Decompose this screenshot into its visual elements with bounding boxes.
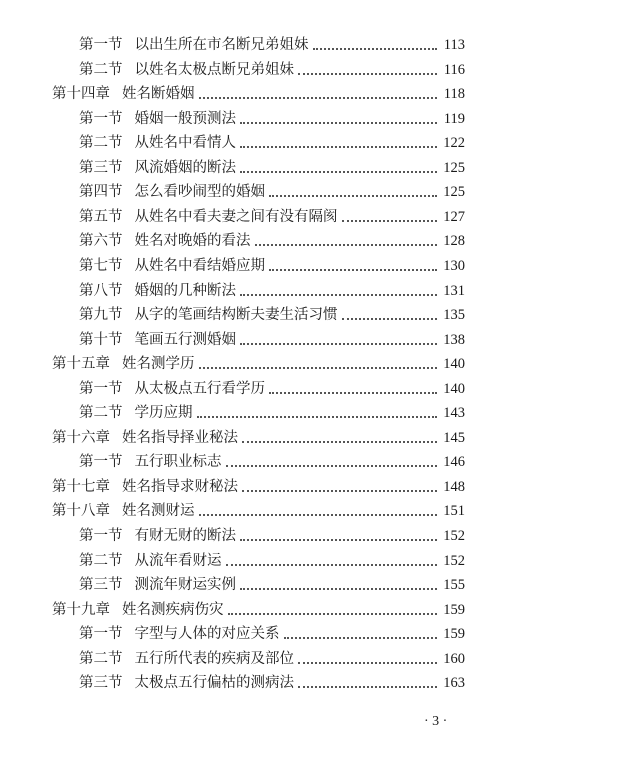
dot-leader: [240, 122, 437, 124]
toc-entry-number: 第二节: [79, 405, 123, 422]
toc-entry-number: 第一节: [79, 37, 123, 53]
toc-entry-title: 从姓名中看夫妻之间有没有隔阂: [134, 208, 338, 225]
toc-entry-page: 159: [443, 601, 465, 618]
toc-entry-page: 159: [443, 626, 465, 643]
toc-entry-number: 第一节: [79, 528, 123, 544]
toc-entry-title: 太极点五行偏枯的测病法: [134, 675, 294, 692]
toc-entry-number: 第二节: [79, 61, 123, 78]
toc-section-entry: [79, 230, 465, 252]
toc-entry-title: 婚姻一般预测法: [134, 110, 236, 127]
toc-chapter-entry: [52, 83, 465, 105]
toc-entry-number: 第十八章: [52, 503, 110, 520]
dot-leader: [240, 539, 437, 541]
toc-entry-title: 学历应期: [134, 405, 193, 422]
toc-section-entry: [79, 108, 465, 130]
toc-entry-page: 128: [443, 233, 465, 250]
toc-entry-page: 138: [443, 331, 465, 348]
dot-leader: [242, 441, 437, 443]
toc-entry-page: 145: [443, 429, 465, 446]
dot-leader: [342, 220, 438, 222]
toc-entry-title: 笔画五行测婚姻: [134, 331, 236, 348]
toc-entry-page: 148: [443, 478, 465, 495]
toc-section-entry: [79, 525, 465, 547]
dot-leader: [269, 195, 437, 197]
toc-entry-number: 第十六章: [52, 429, 110, 446]
dot-leader: [226, 465, 438, 467]
toc-entry-page: 119: [443, 110, 465, 127]
dot-leader: [255, 244, 438, 246]
toc-entry-page: 131: [443, 282, 465, 299]
toc-entry-page: 155: [443, 577, 465, 594]
toc-entry-number: 第二节: [79, 135, 123, 152]
dot-leader: [240, 294, 437, 296]
toc-entry-number: 第三节: [79, 159, 123, 176]
dot-leader: [242, 490, 437, 492]
toc-entry-title: 测流年财运实例: [134, 577, 236, 594]
toc-entry-page: 113: [443, 37, 465, 53]
toc-section-entry: [79, 206, 465, 228]
toc-section-entry: [79, 132, 465, 154]
toc-entry-title: 有财无财的断法: [134, 528, 236, 544]
toc-chapter-entry: [52, 427, 465, 449]
toc-entry-title: 五行职业标志: [134, 454, 222, 471]
toc-entry-title: 从姓名中看情人: [134, 135, 236, 152]
dot-leader: [199, 367, 438, 369]
toc-entry-number: 第五节: [79, 208, 123, 225]
toc-entry-page: 130: [443, 257, 465, 274]
toc-entry-title: 风流婚姻的断法: [134, 159, 236, 176]
toc-chapter-entry: [52, 500, 465, 522]
toc-entry-title: 姓名指导择业秘法: [122, 429, 238, 446]
toc-entry-number: 第二节: [79, 552, 123, 569]
toc-entry-number: 第七节: [79, 257, 123, 274]
dot-leader: [313, 48, 438, 50]
toc-chapter-entry: [52, 353, 465, 375]
toc-entry-page: 163: [443, 675, 465, 692]
toc-entry-title: 怎么看吵闹型的婚姻: [134, 184, 265, 201]
dot-leader: [284, 637, 438, 639]
toc-entry-page: 151: [443, 503, 465, 520]
toc-section-entry: [79, 550, 465, 572]
toc-entry-page: 122: [443, 135, 465, 152]
toc-section-entry: [79, 280, 465, 302]
toc-section-entry: [79, 451, 465, 473]
toc-section-entry: [79, 304, 465, 326]
toc-entry-number: 第八节: [79, 282, 123, 299]
toc-entry-number: 第十节: [79, 331, 123, 348]
toc-section-entry: [79, 59, 465, 81]
dot-leader: [197, 416, 438, 418]
toc-section-entry: [79, 255, 465, 277]
toc-entry-page: 116: [443, 61, 465, 78]
toc-entry-title: 婚姻的几种断法: [134, 282, 236, 299]
dot-leader: [240, 343, 437, 345]
toc-entry-page: 152: [443, 528, 465, 544]
toc-entry-title: 姓名指导求财秘法: [122, 478, 238, 495]
toc-entry-page: 140: [443, 380, 465, 397]
toc-entry-title: 从流年看财运: [134, 552, 222, 569]
toc-entry-number: 第二节: [79, 650, 123, 667]
toc-entry-number: 第十四章: [52, 86, 110, 103]
toc-entry-number: 第十五章: [52, 356, 110, 373]
toc-entry-number: 第一节: [79, 380, 123, 397]
toc-section-entry: [79, 648, 465, 670]
toc-section-entry: [79, 181, 465, 203]
toc-entry-number: 第一节: [79, 626, 123, 643]
toc-section-entry: [79, 34, 465, 56]
toc-entry-title: 字型与人体的对应关系: [134, 626, 280, 643]
toc-entry-number: 第一节: [79, 454, 123, 471]
toc-section-entry: [79, 378, 465, 400]
dot-leader: [342, 318, 438, 320]
toc-entry-title: 姓名测财运: [122, 503, 195, 520]
toc-entry-page: 125: [443, 159, 465, 176]
toc-entry-page: 152: [443, 552, 465, 569]
toc-entry-page: 160: [443, 650, 465, 667]
toc-entry-page: 118: [443, 86, 465, 103]
toc-entry-number: 第三节: [79, 675, 123, 692]
toc-entry-title: 从姓名中看结婚应期: [134, 257, 265, 274]
toc-section-entry: [79, 157, 465, 179]
toc-entry-page: 143: [443, 405, 465, 422]
toc-entry-title: 从字的笔画结构断夫妻生活习惯: [134, 307, 338, 324]
dot-leader: [298, 662, 437, 664]
toc-entry-number: 第十九章: [52, 601, 110, 618]
toc-entry-title: 从太极点五行看学历: [134, 380, 265, 397]
dot-leader: [269, 392, 437, 394]
dot-leader: [226, 564, 438, 566]
toc-section-entry: [79, 574, 465, 596]
toc-entry-title: 姓名测学历: [122, 356, 195, 373]
toc-entry-title: 姓名断婚姻: [122, 86, 195, 103]
toc-entry-number: 第三节: [79, 577, 123, 594]
toc-entry-page: 135: [443, 307, 465, 324]
dot-leader: [269, 269, 437, 271]
toc-entry-title: 以出生所在市名断兄弟姐妹: [134, 37, 309, 53]
toc-entry-title: 五行所代表的疾病及部位: [134, 650, 294, 667]
toc-section-entry: [79, 672, 465, 694]
toc-entry-page: 146: [443, 454, 465, 471]
toc-entry-number: 第四节: [79, 184, 123, 201]
toc-entry-number: 第九节: [79, 307, 123, 324]
toc-entry-page: 127: [443, 208, 465, 225]
toc-chapter-entry: [52, 476, 465, 498]
dot-leader: [199, 97, 438, 99]
dot-leader: [240, 588, 437, 590]
toc-section-entry: [79, 329, 465, 351]
dot-leader: [298, 686, 437, 688]
dot-leader: [298, 73, 437, 75]
dot-leader: [228, 613, 438, 615]
toc-entry-number: 第十七章: [52, 478, 110, 495]
dot-leader: [240, 146, 437, 148]
dot-leader: [240, 171, 437, 173]
page-number: · 3 ·: [424, 714, 448, 729]
toc-entry-title: 姓名对晚婚的看法: [134, 233, 251, 250]
toc-entry-page: 140: [443, 356, 465, 373]
toc-entry-number: 第六节: [79, 233, 123, 250]
toc-section-entry: [79, 623, 465, 645]
toc-entry-title: 姓名测疾病伤灾: [122, 601, 224, 618]
toc-entry-page: 125: [443, 184, 465, 201]
toc-chapter-entry: [52, 599, 465, 621]
dot-leader: [199, 514, 438, 516]
toc-entry-title: 以姓名太极点断兄弟姐妹: [134, 61, 294, 78]
toc-entry-number: 第一节: [79, 110, 123, 127]
toc-section-entry: [79, 402, 465, 424]
